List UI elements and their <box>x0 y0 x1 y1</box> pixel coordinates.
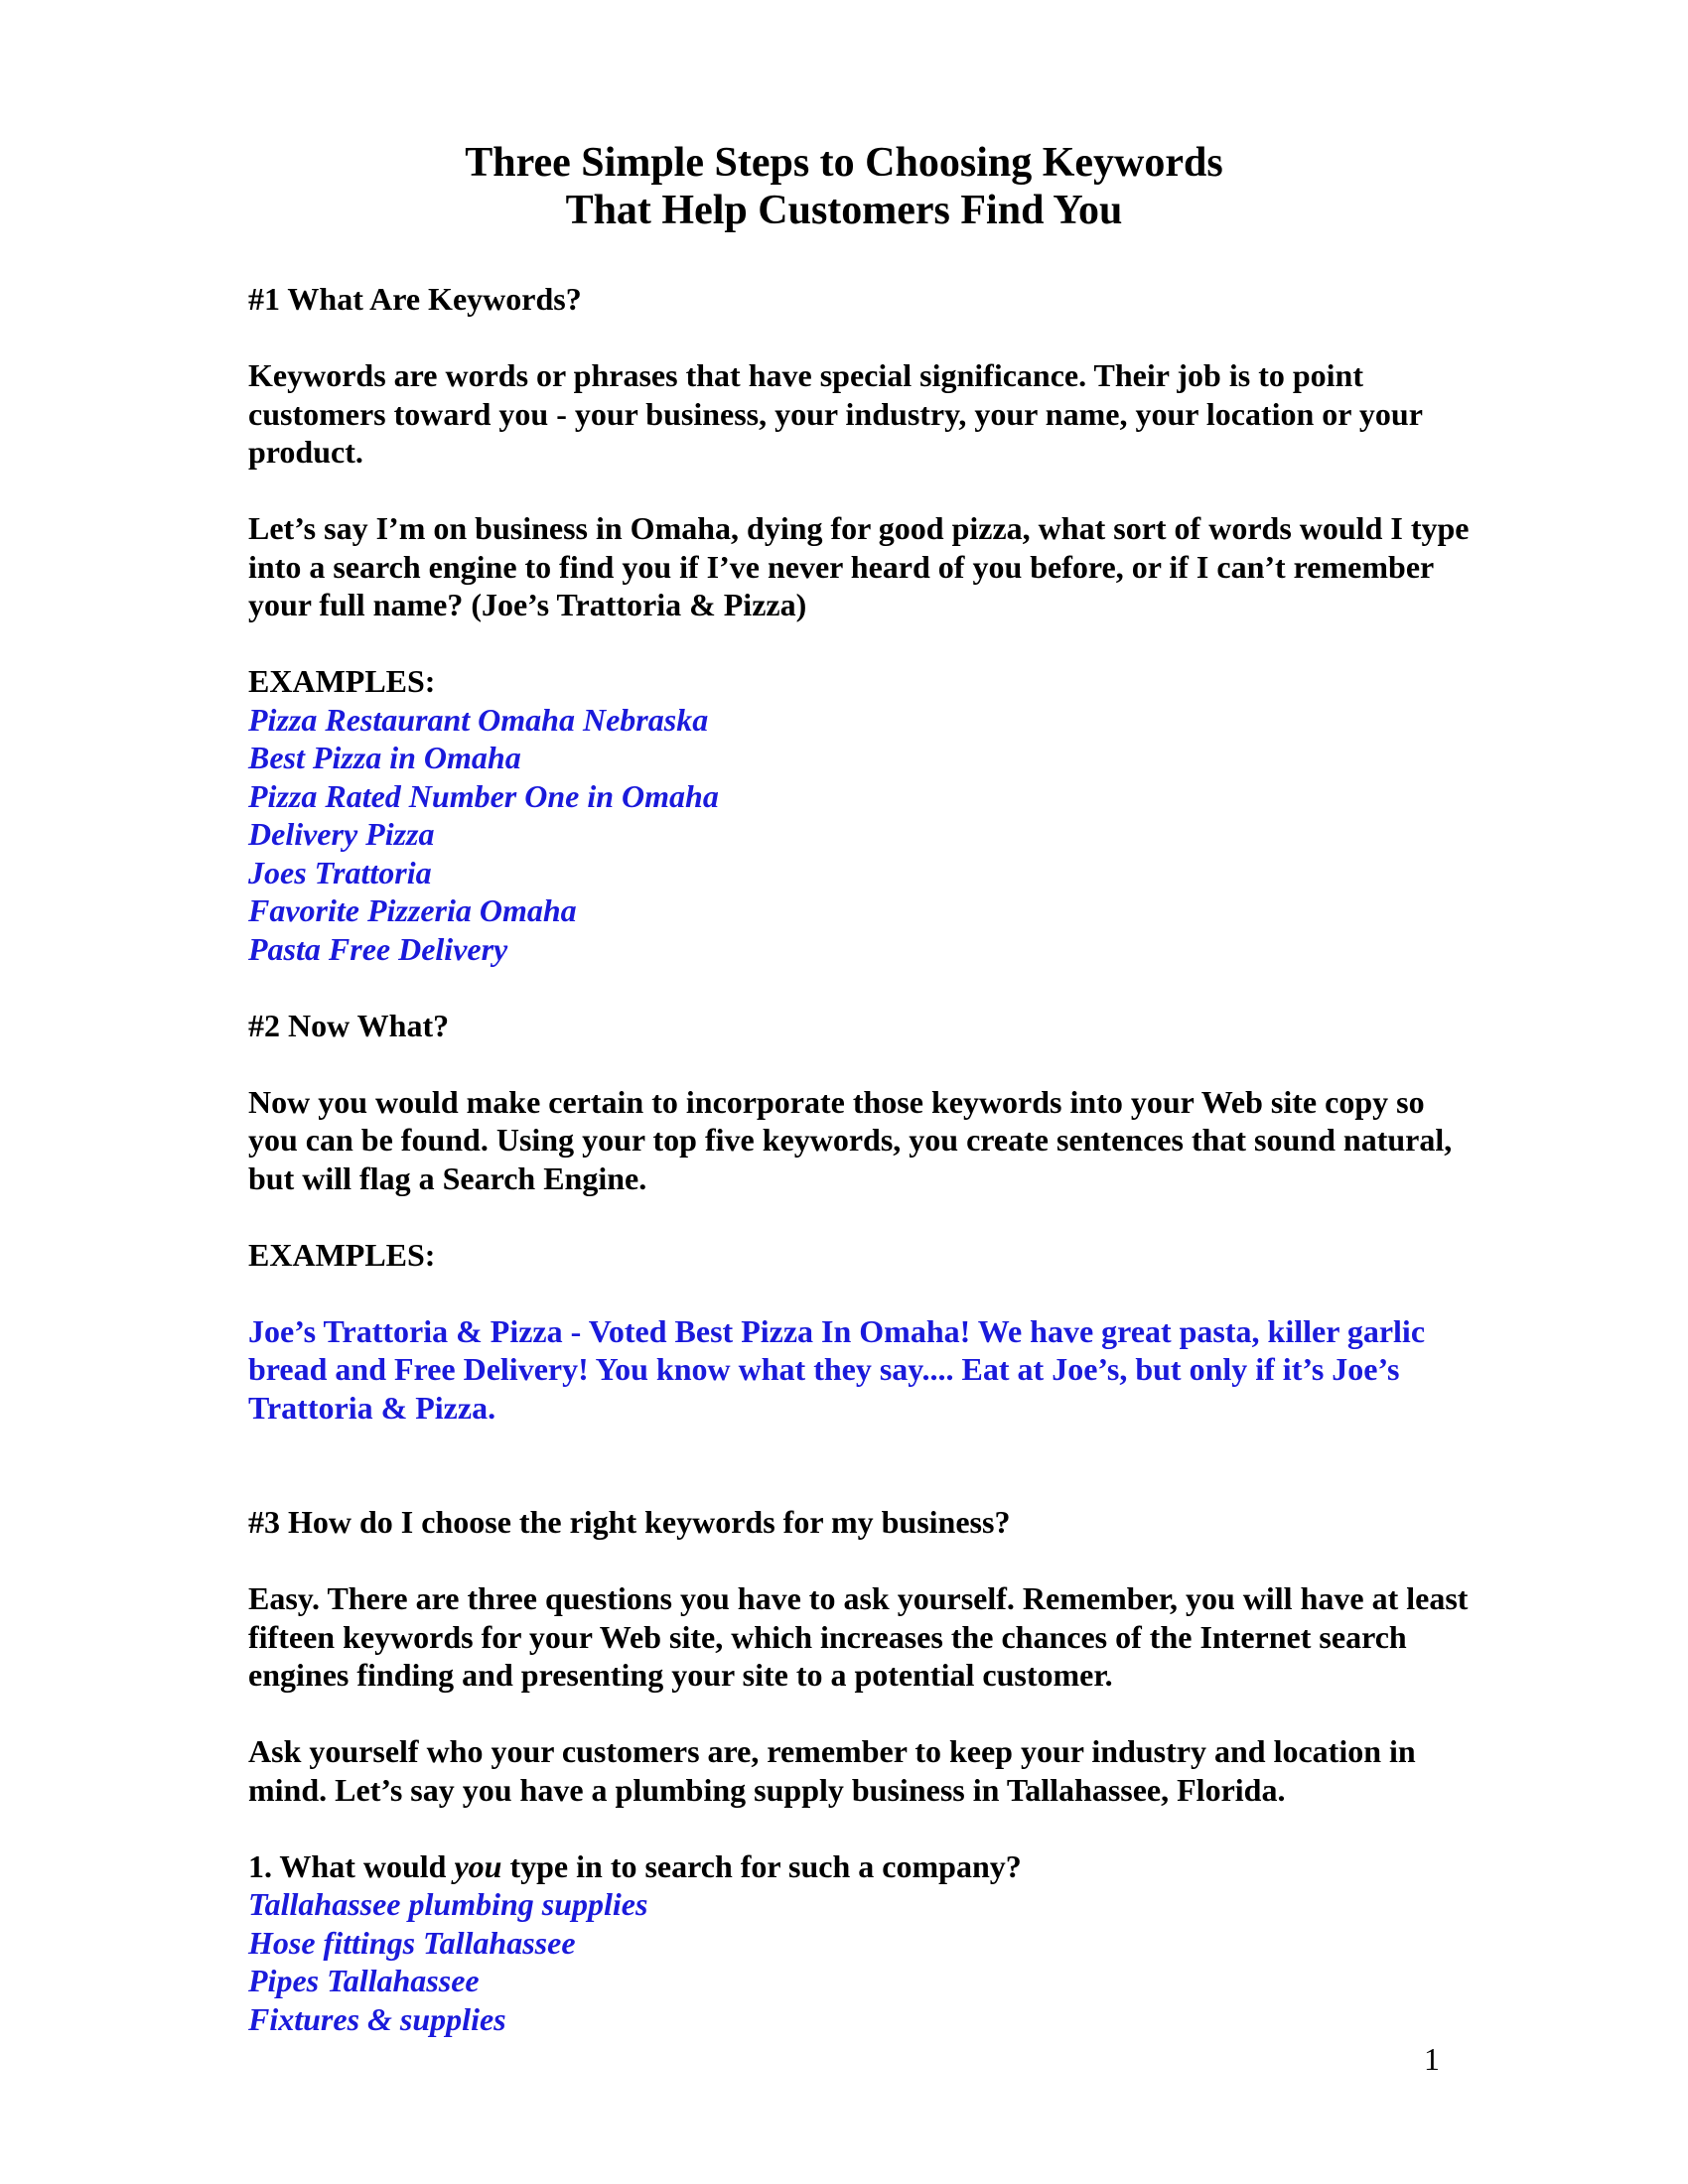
section2-paragraph-1: Now you would make certain to incorporate those keywords into your Web site copy so you can be found. Using your top five keywords, you create sentences that sound natural, but will flag a Search Engine. <box>248 1083 1453 1196</box>
keyword-example: Delivery Pizza <box>248 816 435 852</box>
section2-example-text: Joe’s Trattoria & Pizza - Voted Best Pizza In Omaha! We have great pasta, killer garlic bread and Free Delivery! You know what they say.... Eat at Joe’s, but only if it’s Joe’s Trattoria & Pizza. <box>248 1312 1426 1426</box>
keyword-example: Best Pizza in Omaha <box>248 740 521 775</box>
section2-examples-label: EXAMPLES: <box>248 1236 436 1273</box>
section1-examples-label: EXAMPLES: <box>248 663 436 699</box>
question1-suffix: type in to search for such a company? <box>501 1847 1022 1884</box>
page-number: 1 <box>1424 2041 1440 2077</box>
title-line-2: That Help Customers Find You <box>565 188 1123 233</box>
document-body <box>248 280 1479 2038</box>
keyword-example: Tallahassee plumbing supplies <box>248 1886 648 1922</box>
section3-paragraph-1: Easy. There are three questions you have to ask yourself. Remember, you will have at least fifteen keywords for your Web site, which increases the chances of the Internet search engines finding and presenting your site to a potential customer. <box>248 1580 1469 1693</box>
section3-heading: #3 How do I choose the right keywords for my business? <box>248 1504 1011 1540</box>
section3-paragraph-2: Ask yourself who your customers are, remember to keep your industry and location in mind. Let’s say you have a plumbing supply business in Tallahassee, Florida. <box>248 1733 1416 1808</box>
question1-prefix: 1. What would <box>248 1847 455 1884</box>
keyword-example: Fixtures & supplies <box>248 2000 506 2037</box>
title-line-1: Three Simple Steps to Choosing Keywords <box>465 140 1223 186</box>
section2-heading: #2 Now What? <box>248 1007 450 1043</box>
keyword-example: Pizza Restaurant Omaha Nebraska <box>248 701 709 738</box>
section1-heading: #1 What Are Keywords? <box>248 281 582 317</box>
keyword-example: Pizza Rated Number One in Omaha <box>248 777 719 814</box>
section3-question-1 <box>248 1847 1479 1886</box>
keyword-example: Favorite Pizzeria Omaha <box>248 892 577 928</box>
section1-paragraph-2: Let’s say I’m on business in Omaha, dying for good pizza, what sort of words would I type into a search engine to find you if I’ve never heard of you before, or if I can’t remember your full name? (Joe’s Trattoria & Pizza) <box>248 510 1470 622</box>
section1-paragraph-1: Keywords are words or phrases that have special significance. Their job is to point customers toward you - your business, your industry, your name, your location or your product. <box>248 357 1423 470</box>
keyword-example: Joes Trattoria <box>248 854 432 890</box>
keyword-example: Hose fittings Tallahassee <box>248 1924 576 1961</box>
keyword-example: Pipes Tallahassee <box>248 1963 480 1998</box>
document-title <box>0 139 1688 234</box>
question1-emphasis: you <box>454 1847 502 1884</box>
keyword-example: Pasta Free Delivery <box>248 930 508 967</box>
